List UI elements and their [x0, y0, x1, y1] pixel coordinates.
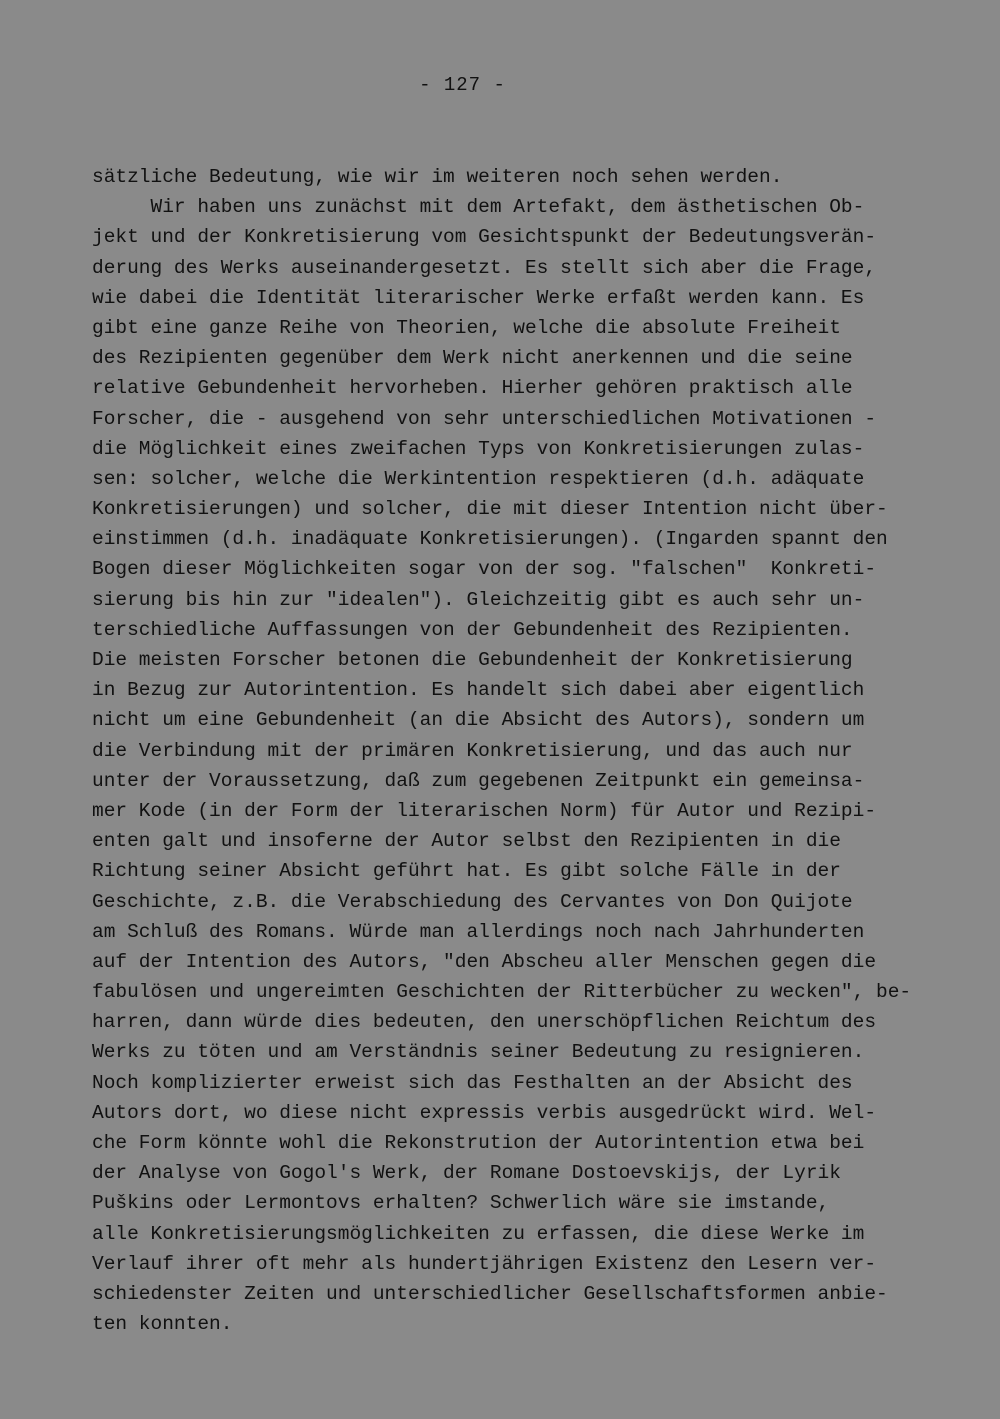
text-line: Noch komplizierter erweist sich das Festhalten an der Absicht des — [92, 1071, 853, 1094]
text-line: relative Gebundenheit hervorheben. Hierher gehören praktisch alle — [92, 377, 853, 400]
text-line: am Schluß des Romans. Würde man allerdings noch nach Jahrhunderten — [92, 920, 865, 943]
text-line: alle Konkretisierungsmöglichkeiten zu erfassen, die diese Werke im — [92, 1222, 865, 1245]
text-line: mer Kode (in der Form der literarischen Norm) für Autor und Rezipi- — [92, 799, 877, 822]
text-line: die Verbindung mit der primären Konkretisierung, und das auch nur — [92, 739, 853, 762]
text-line: des Rezipienten gegenüber dem Werk nicht anerkennen und die seine — [92, 347, 853, 370]
text-line: in Bezug zur Autorintention. Es handelt sich dabei aber eigentlich — [92, 679, 865, 702]
text-line: einstimmen (d.h. inadäquate Konkretisierungen). (Ingarden spannt den — [92, 528, 888, 551]
text-line: Forscher, die - ausgehend von sehr unterschiedlichen Motivationen - — [92, 407, 877, 430]
text-line: che Form könnte wohl die Rekonstrution der Autorintention etwa bei — [92, 1132, 865, 1154]
text-line: ten konnten. — [92, 1313, 233, 1336]
text-line: derung des Werks auseinandergesetzt. Es stellt sich aber die Frage, — [92, 256, 877, 279]
body-text — [92, 162, 922, 1339]
text-line: Autors dort, wo diese nicht expressis verbis ausgedrückt wird. Wel- — [92, 1101, 877, 1124]
text-line: schiedenster Zeiten und unterschiedlicher Gesellschaftsformen anbie- — [92, 1282, 888, 1305]
text-line: die Möglichkeit eines zweifachen Typs von Konkretisierungen zulas- — [92, 437, 865, 460]
text-line: Werks zu töten und am Verständnis seiner Bedeutung zu resignieren. — [92, 1041, 865, 1064]
text-line: sen: solcher, welche die Werkintention respektieren (d.h. adäquate — [92, 467, 865, 490]
text-line: Richtung seiner Absicht geführt hat. Es gibt solche Fälle in der — [92, 860, 841, 883]
text-line: enten galt und insoferne der Autor selbst den Rezipienten in die — [92, 830, 841, 853]
text-line: Bogen dieser Möglichkeiten sogar von der sog. "falschen" Konkreti- — [92, 558, 877, 581]
text-line: gibt eine ganze Reihe von Theorien, welche die absolute Freiheit — [92, 316, 841, 339]
text-line: der Analyse von Gogol's Werk, der Romane Dostoevskijs, der Lyrik — [92, 1162, 841, 1185]
text-line: auf der Intention des Autors, "den Abscheu aller Menschen gegen die — [92, 950, 877, 973]
text-line: Konkretisierungen) und solcher, die mit dieser Intention nicht über- — [92, 498, 888, 521]
page-number: - 127 - — [419, 74, 506, 96]
text-line: terschiedliche Auffassungen von der Gebundenheit des Rezipienten. — [92, 618, 853, 641]
text-line: Wir haben uns zunächst mit dem Artefakt, dem ästhetischen Ob- — [92, 196, 865, 219]
text-line: sätzliche Bedeutung, wie wir im weiteren noch sehen werden. — [92, 166, 783, 188]
text-line: nicht um eine Gebundenheit (an die Absicht des Autors), sondern um — [92, 709, 865, 732]
text-line: fabulösen und ungereimten Geschichten der Ritterbücher zu wecken", be- — [92, 981, 912, 1004]
text-line: harren, dann würde dies bedeuten, den unerschöpflichen Reichtum des — [92, 1011, 877, 1034]
text-line: Geschichte, z.B. die Verabschiedung des Cervantes von Don Quijote — [92, 890, 853, 913]
text-line: jekt und der Konkretisierung vom Gesichtspunkt der Bedeutungsverän- — [92, 226, 877, 249]
text-line: Die meisten Forscher betonen die Gebundenheit der Konkretisierung — [92, 649, 853, 671]
text-line: Puškins oder Lermontovs erhalten? Schwerlich wäre sie imstande, — [92, 1192, 830, 1215]
text-line: unter der Voraussetzung, daß zum gegebenen Zeitpunkt ein gemeinsa- — [92, 769, 865, 792]
text-line: sierung bis hin zur "idealen"). Gleichzeitig gibt es auch sehr un- — [92, 588, 865, 611]
text-line: wie dabei die Identität literarischer Werke erfaßt werden kann. Es — [92, 286, 865, 309]
text-line: Verlauf ihrer oft mehr als hundertjährigen Existenz den Lesern ver- — [92, 1252, 877, 1275]
